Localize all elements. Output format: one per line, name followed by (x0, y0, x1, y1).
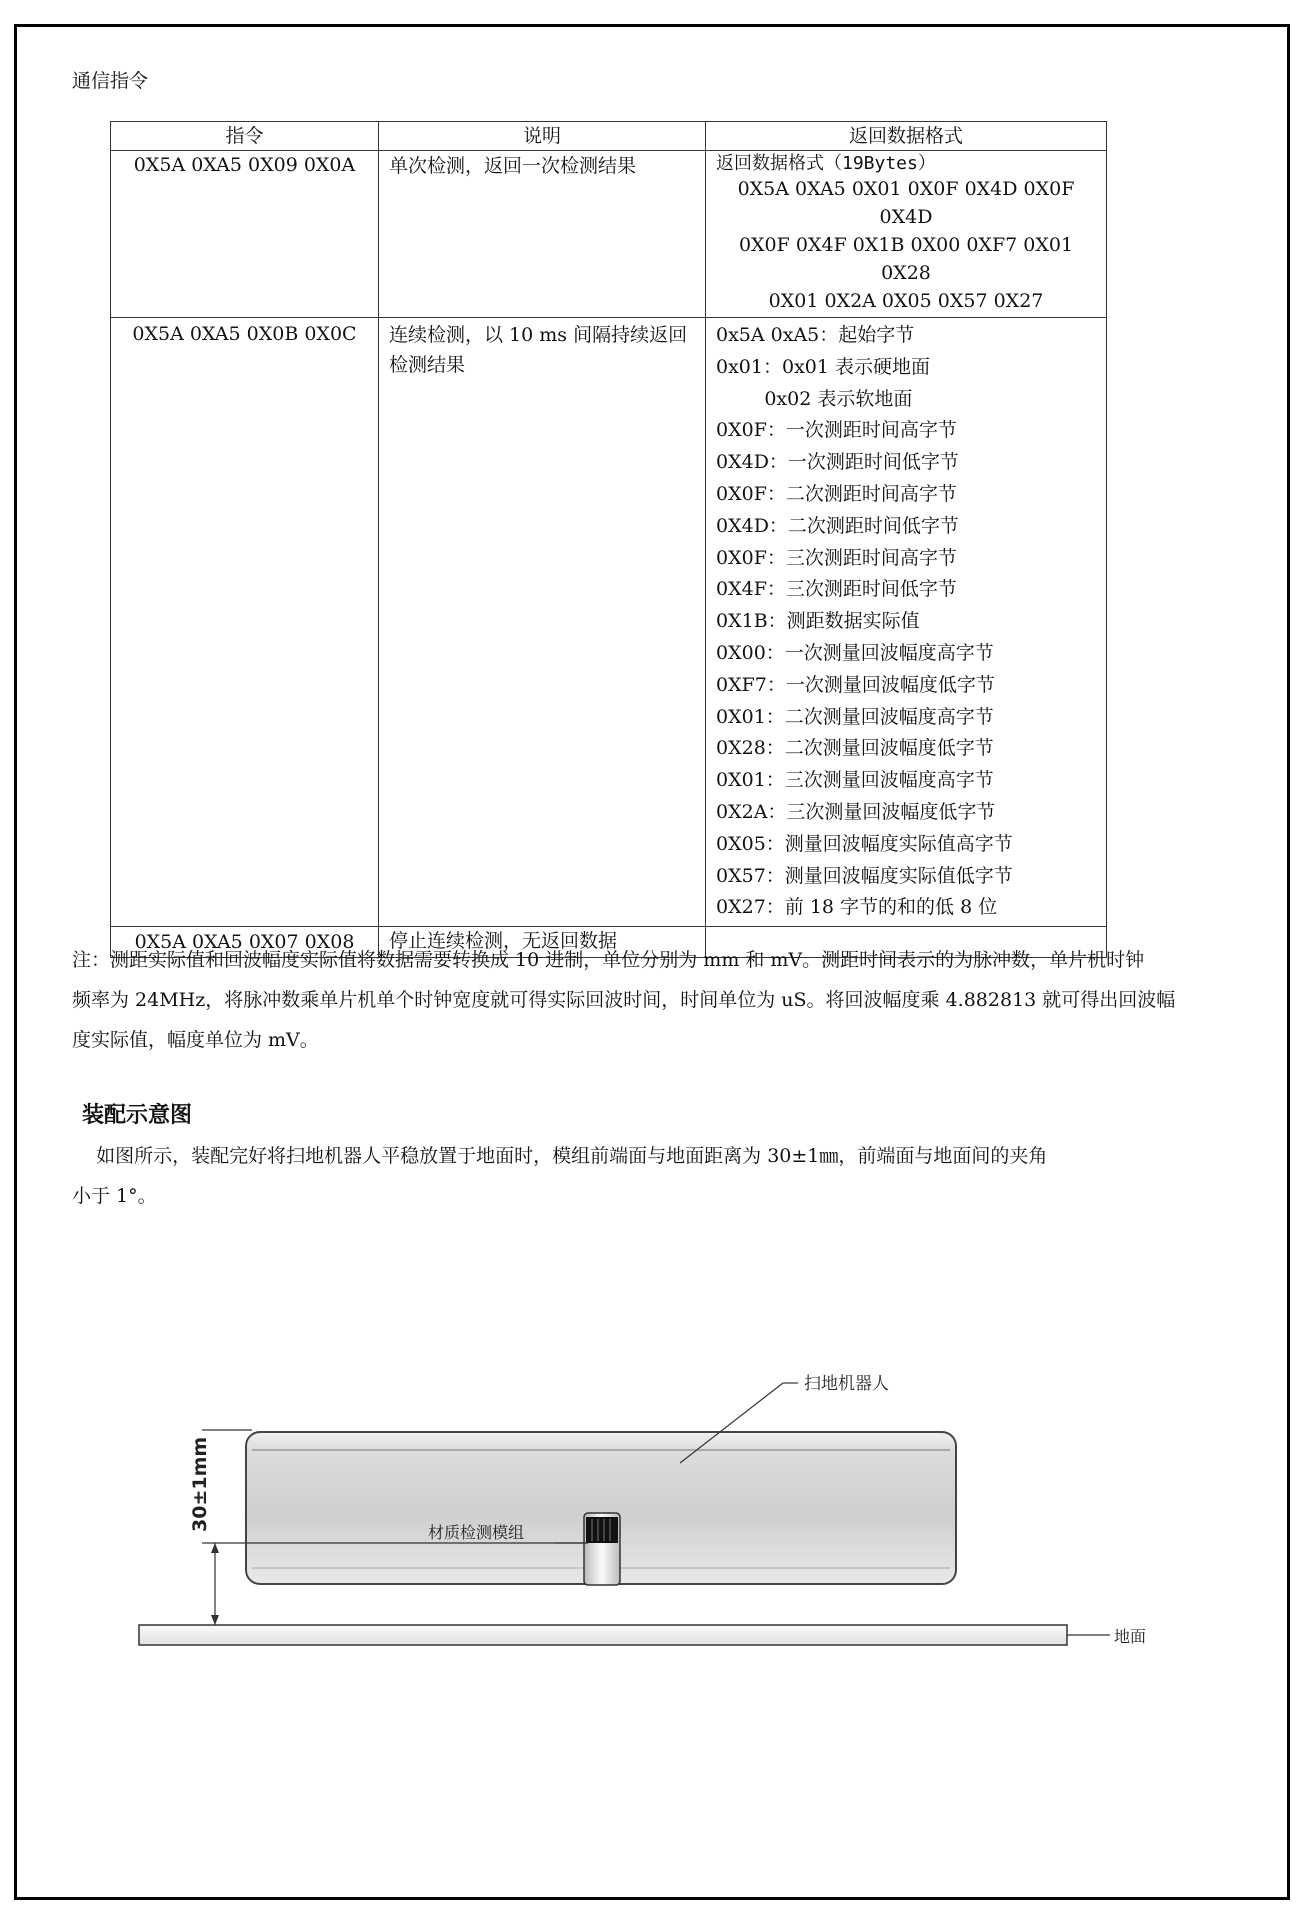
detection-module (584, 1513, 620, 1585)
dimension-label: 30±1mm (189, 1436, 211, 1532)
header-description: 说明 (379, 122, 706, 151)
format-line: 0X57：测量回波幅度实际值低字节 (716, 864, 1013, 887)
description-cell: 连续检测，以 10 ms 间隔持续返回检测结果 (379, 318, 706, 927)
format-hex-line: 0X01 0X2A 0X05 0X57 0X27 (768, 290, 1044, 312)
format-line: 0X1B：测距数据实际值 (716, 610, 920, 633)
note-line: 度实际值，幅度单位为 mV。 (72, 1029, 319, 1051)
format-line: 0X0F：一次测距时间高字节 (716, 419, 957, 442)
format-line: 0x5A 0xA5：起始字节 (716, 324, 915, 346)
robot-label: 扫地机器人 (804, 1374, 889, 1394)
format-line: 0X4D：二次测距时间低字节 (716, 514, 959, 537)
command-cell: 0X5A 0XA5 0X0B 0X0C (111, 318, 379, 927)
format-hex-line: 0X5A 0XA5 0X01 0X0F 0X4D 0X0F 0X4D (737, 178, 1075, 228)
format-line: 0X05：测量回波幅度实际值高字节 (716, 832, 1013, 855)
format-line: 0X27：前 18 字节的和的低 8 位 (716, 896, 998, 919)
format-line: 0X01：三次测量回波幅度高字节 (716, 769, 994, 792)
note-line: 频率为 24MHz，将脉冲数乘单片机单个时钟宽度就可得实际回波时间，时间单位为 uS。将回波幅度乘 4.882813 就可得出回波幅 (72, 989, 1176, 1011)
header-format: 返回数据格式 (706, 122, 1107, 151)
format-hex-line: 0X0F 0X4F 0X1B 0X00 0XF7 0X01 0X28 (738, 234, 1074, 284)
format-line: 0X01：二次测量回波幅度高字节 (716, 705, 994, 728)
ground-label: 地面 (1114, 1627, 1147, 1646)
format-line: 0X2A：三次测量回波幅度低字节 (716, 800, 996, 823)
format-title: 返回数据格式（19Bytes） (716, 153, 936, 174)
section-title: 通信指令 (72, 70, 149, 92)
description-cell: 停止连续检测，无返回数据 (379, 927, 706, 958)
format-line: 0x02 表示软地面 (716, 387, 913, 410)
assembly-line: 小于 1°。 (72, 1185, 157, 1207)
command-cell: 0X5A 0XA5 0X09 0X0A (111, 151, 379, 318)
ground-plate (139, 1625, 1067, 1645)
format-line: 0X4F：三次测距时间低字节 (716, 578, 957, 601)
format-line: 0x01：0x01 表示硬地面 (716, 355, 931, 378)
description-cell: 单次检测，返回一次检测结果 (379, 151, 706, 318)
assembly-line: 如图所示，装配完好将扫地机器人平稳放置于地面时，模组前端面与地面距离为 30±1㎜，前端面与地面间的夹角 (72, 1145, 1048, 1167)
header-command: 指令 (111, 122, 379, 151)
format-line: 0X28：二次测量回波幅度低字节 (716, 737, 994, 760)
format-line: 0X4D：一次测距时间低字节 (716, 451, 959, 474)
format-line: 0X0F：三次测距时间高字节 (716, 546, 957, 569)
format-line: 0X00：一次测量回波幅度高字节 (716, 641, 994, 664)
format-line: 0X0F：二次测距时间高字节 (716, 482, 957, 505)
assembly-title: 装配示意图 (82, 1103, 193, 1128)
command-cell: 0X5A 0XA5 0X07 0X08 (111, 927, 379, 958)
format-line: 0XF7：一次测量回波幅度低字节 (716, 673, 995, 696)
module-label: 材质检测模组 (428, 1523, 525, 1542)
note-line: 注：测距实际值和回波幅度实际值将数据需要转换成 10 进制，单位分别为 mm 和 mV。测距时间表示的为脉冲数，单片机时钟 (72, 949, 1145, 971)
